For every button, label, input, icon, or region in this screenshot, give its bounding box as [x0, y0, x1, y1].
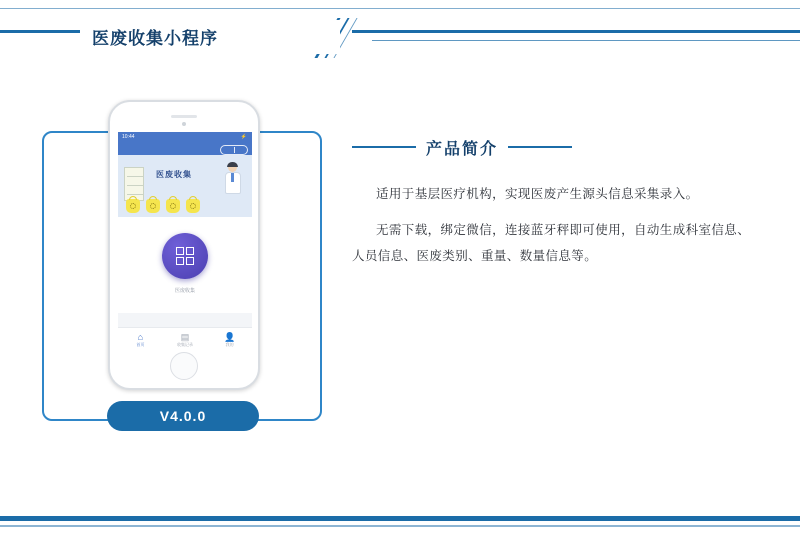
- header-top-rule: [0, 8, 800, 9]
- scan-button[interactable]: [162, 233, 208, 279]
- page-title: 医废收集小程序: [92, 29, 218, 48]
- waste-bag-icon: [186, 199, 200, 213]
- tab-home[interactable]: [118, 328, 163, 354]
- phone-speaker: [171, 115, 197, 118]
- phone-screen: [118, 132, 252, 354]
- status-time: 10:44: [122, 134, 135, 140]
- section-title: 产品简介: [426, 140, 499, 158]
- intro-paragraph-1: 适用于基层医疗机构，实现医废产生源头信息采集录入。: [376, 187, 699, 201]
- header-bar-left: [0, 30, 80, 33]
- scan-frame-icon: [176, 247, 194, 265]
- bottom-tab-bar: [118, 327, 252, 354]
- intro-paragraph-2: 无需下载，绑定微信，连接蓝牙秤即可使用，自动生成科室信息、人员信息、医废类别、重量、数量信息等。: [352, 223, 751, 263]
- status-indicators: ⚡: [240, 134, 248, 140]
- tab-records[interactable]: [163, 328, 208, 354]
- waste-bag-icon: [146, 199, 160, 213]
- phone-camera-icon: [182, 122, 186, 126]
- miniprogram-nav-bar: [118, 143, 252, 155]
- home-icon: ⌂: [137, 332, 144, 342]
- miniprogram-capsule-button[interactable]: [220, 145, 248, 155]
- doctor-icon: [224, 163, 242, 203]
- tab-profile-label: 我的: [225, 342, 234, 347]
- footer-bar: [0, 516, 800, 521]
- section-heading: [352, 135, 760, 159]
- phone-mockup: [108, 100, 260, 390]
- tab-records-label: 收集记录: [177, 342, 193, 347]
- tab-profile[interactable]: [207, 328, 252, 354]
- tab-home-label: 首页: [136, 342, 145, 347]
- page-header: [0, 0, 800, 62]
- version-badge: V4.0.0: [107, 401, 259, 431]
- waste-bag-icon: [126, 199, 140, 213]
- product-intro-section: [352, 135, 760, 269]
- footer-bar-secondary: [0, 525, 800, 527]
- status-bar: [118, 132, 252, 143]
- home-banner: [118, 155, 252, 217]
- header-bar-primary: [352, 30, 800, 33]
- banner-title: 医废收集: [156, 170, 192, 179]
- header-bar-secondary: [372, 40, 800, 41]
- waste-bag-icon: [166, 199, 180, 213]
- scan-section: [118, 217, 252, 313]
- scan-button-label: 医废收集: [174, 288, 195, 294]
- user-icon: 👤: [224, 332, 236, 342]
- record-icon: ▤: [180, 332, 190, 342]
- heading-rule-right: [508, 146, 572, 148]
- home-button[interactable]: [170, 352, 198, 380]
- heading-rule-left: [352, 146, 416, 148]
